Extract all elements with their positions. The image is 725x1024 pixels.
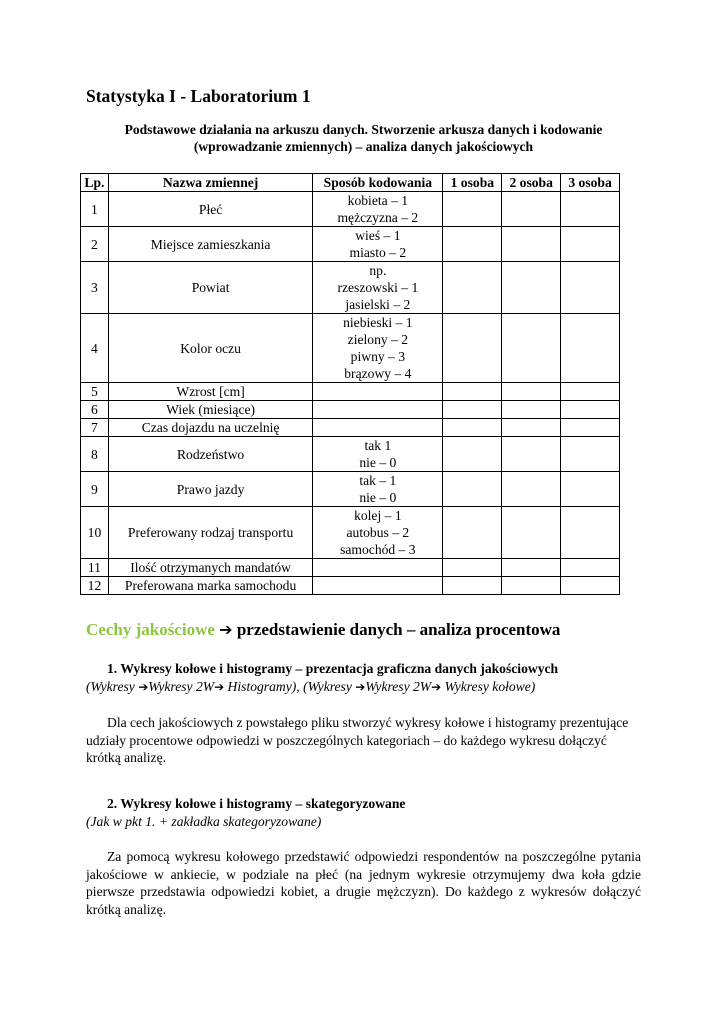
cell-coding — [313, 577, 443, 595]
cell-variable-name: Rodzeństwo — [108, 437, 312, 472]
coding-line: mężczyzna – 2 — [337, 210, 419, 225]
coding-line: np. — [369, 263, 387, 278]
right-arrow-icon: ➔ — [214, 679, 225, 694]
cell-person-3[interactable] — [561, 314, 620, 383]
header-lp: Lp. — [81, 174, 109, 192]
cell-variable-name: Prawo jazdy — [108, 472, 312, 507]
cell-person-2[interactable] — [502, 577, 561, 595]
cell-person-3[interactable] — [561, 192, 620, 227]
table-header-row — [81, 174, 620, 192]
cell-person-2[interactable] — [502, 314, 561, 383]
cell-coding — [313, 262, 443, 314]
cell-person-3[interactable] — [561, 262, 620, 314]
table-row — [81, 262, 620, 314]
cell-coding — [313, 401, 443, 419]
header-person-3: 3 osoba — [561, 174, 620, 192]
cell-person-3[interactable] — [561, 507, 620, 559]
coding-line: autobus – 2 — [346, 525, 410, 540]
cell-variable-name: Czas dojazdu na uczelnię — [108, 419, 312, 437]
table-row — [81, 472, 620, 507]
table-row — [81, 559, 620, 577]
task-1-heading: 1. Wykresy kołowe i histogramy – prezentacja graficzna danych jakościowych — [107, 661, 559, 676]
path-part: Wykresy 2W — [148, 678, 215, 694]
task-2-menu-path: (Jak w pkt 1. + zakładka skategoryzowane) — [86, 813, 322, 829]
cell-person-3[interactable] — [561, 437, 620, 472]
cell-variable-name: Preferowany rodzaj transportu — [108, 507, 312, 559]
cell-person-1[interactable] — [443, 383, 502, 401]
table-body — [81, 192, 620, 595]
path-part: Wykresy 2W — [365, 678, 432, 694]
cell-person-1[interactable] — [443, 401, 502, 419]
cell-person-2[interactable] — [502, 227, 561, 262]
cell-variable-name: Kolor oczu — [108, 314, 312, 383]
cell-lp: 8 — [81, 437, 109, 472]
cell-person-1[interactable] — [443, 262, 502, 314]
coding-line: samochód – 3 — [340, 542, 416, 557]
section-heading-green: Cechy jakościowe — [86, 620, 215, 639]
cell-coding — [313, 472, 443, 507]
table-row — [81, 419, 620, 437]
cell-person-2[interactable] — [502, 262, 561, 314]
cell-person-3[interactable] — [561, 401, 620, 419]
cell-lp: 10 — [81, 507, 109, 559]
coding-line: nie – 0 — [359, 455, 397, 470]
coding-line: rzeszowski – 1 — [337, 280, 419, 295]
task-2 — [86, 795, 641, 918]
coding-line: niebieski – 1 — [343, 315, 413, 330]
cell-person-1[interactable] — [443, 559, 502, 577]
coding-line: brązowy – 4 — [344, 366, 412, 381]
cell-variable-name: Preferowana marka samochodu — [108, 577, 312, 595]
table-row — [81, 314, 620, 383]
task-1 — [86, 660, 641, 767]
coding-line: kolej – 1 — [354, 508, 402, 523]
cell-coding — [313, 227, 443, 262]
cell-person-1[interactable] — [443, 577, 502, 595]
cell-lp: 7 — [81, 419, 109, 437]
cell-person-2[interactable] — [502, 437, 561, 472]
section-heading-rest: przedstawienie danych – analiza procentowa — [232, 620, 561, 639]
task-2-body: Za pomocą wykresu kołowego przedstawić odpowiedzi respondentów na poszczególne pytania jakościowe w ankiecie, w podziale na płeć (na jednym wykresie otrzymujemy dwa koła gdzie pierwsze przedstawia odpowiedzi kobiet, a drugie mężczyzn). Do każdego z wykresów dołączyć krótką analizę. — [86, 849, 641, 917]
cell-person-1[interactable] — [443, 507, 502, 559]
cell-lp: 12 — [81, 577, 109, 595]
cell-lp: 5 — [81, 383, 109, 401]
document-title: Statystyka I - Laboratorium 1 — [86, 86, 311, 106]
cell-person-2[interactable] — [502, 559, 561, 577]
path-part: Histogramy), (Wykresy — [224, 678, 356, 694]
coding-line: tak 1 — [364, 438, 392, 453]
cell-person-1[interactable] — [443, 437, 502, 472]
coding-line: kobieta – 1 — [347, 193, 409, 208]
cell-person-1[interactable] — [443, 314, 502, 383]
header-coding: Sposób kodowania — [313, 174, 443, 192]
cell-person-2[interactable] — [502, 419, 561, 437]
cell-person-2[interactable] — [502, 401, 561, 419]
cell-coding — [313, 559, 443, 577]
cell-person-3[interactable] — [561, 419, 620, 437]
table-row — [81, 437, 620, 472]
cell-coding — [313, 419, 443, 437]
right-arrow-icon: ➔ — [355, 679, 366, 694]
cell-lp: 6 — [81, 401, 109, 419]
cell-person-1[interactable] — [443, 227, 502, 262]
cell-person-2[interactable] — [502, 507, 561, 559]
cell-person-3[interactable] — [561, 227, 620, 262]
cell-lp: 3 — [81, 262, 109, 314]
cell-variable-name: Ilość otrzymanych mandatów — [108, 559, 312, 577]
table-row — [81, 401, 620, 419]
cell-person-1[interactable] — [443, 192, 502, 227]
coding-line: zielony – 2 — [347, 332, 409, 347]
table-row — [81, 577, 620, 595]
cell-person-3[interactable] — [561, 577, 620, 595]
cell-person-1[interactable] — [443, 419, 502, 437]
right-arrow-icon: ➔ — [219, 620, 233, 639]
cell-person-2[interactable] — [502, 383, 561, 401]
variables-table — [80, 173, 620, 595]
task-2-heading: 2. Wykresy kołowe i histogramy – skategoryzowane — [107, 796, 406, 811]
table-row — [81, 383, 620, 401]
right-arrow-icon: ➔ — [431, 679, 442, 694]
cell-person-2[interactable] — [502, 192, 561, 227]
cell-lp: 4 — [81, 314, 109, 383]
table-row — [81, 507, 620, 559]
cell-person-2[interactable] — [502, 472, 561, 507]
cell-variable-name: Wiek (miesiące) — [108, 401, 312, 419]
cell-variable-name: Wzrost [cm] — [108, 383, 312, 401]
cell-lp: 9 — [81, 472, 109, 507]
path-part: (Wykresy — [86, 678, 139, 694]
cell-lp: 1 — [81, 192, 109, 227]
cell-lp: 11 — [81, 559, 109, 577]
coding-line: tak – 1 — [359, 473, 397, 488]
table-row — [81, 227, 620, 262]
cell-coding — [313, 507, 443, 559]
cell-variable-name: Miejsce zamieszkania — [108, 227, 312, 262]
path-part: Wykresy kołowe) — [441, 678, 536, 694]
cell-person-3[interactable] — [561, 472, 620, 507]
right-arrow-icon: ➔ — [138, 679, 149, 694]
cell-coding — [313, 437, 443, 472]
coding-line: nie – 0 — [359, 490, 397, 505]
subtitle-line-2: (wprowadzanie zmiennych) – analiza danych jakościowych — [193, 139, 534, 154]
cell-variable-name: Płeć — [108, 192, 312, 227]
cell-person-3[interactable] — [561, 383, 620, 401]
task-1-menu-path — [86, 678, 641, 697]
task-1-body: Dla cech jakościowych z powstałego pliku stworzyć wykresy kołowe i histogramy prezentujące udziały procentowe odpowiedzi w poszczególnych kategoriach – do każdego wykresu dołączyć krótką analizę. — [86, 715, 629, 765]
cell-variable-name: Powiat — [108, 262, 312, 314]
cell-coding — [313, 192, 443, 227]
cell-coding — [313, 383, 443, 401]
cell-person-3[interactable] — [561, 559, 620, 577]
coding-line: wieś – 1 — [355, 228, 401, 243]
coding-line: piwny – 3 — [350, 349, 406, 364]
header-person-2: 2 osoba — [502, 174, 561, 192]
header-person-1: 1 osoba — [443, 174, 502, 192]
cell-person-1[interactable] — [443, 472, 502, 507]
table-row — [81, 192, 620, 227]
section-heading — [86, 620, 560, 640]
cell-coding — [313, 314, 443, 383]
subtitle-line-1: Podstawowe działania na arkuszu danych. Stworzenie arkusza danych i kodowanie — [124, 122, 603, 137]
coding-line: miasto – 2 — [349, 245, 407, 260]
coding-line: jasielski – 2 — [345, 297, 411, 312]
header-name: Nazwa zmiennej — [108, 174, 312, 192]
document-subtitle — [86, 121, 641, 155]
cell-lp: 2 — [81, 227, 109, 262]
